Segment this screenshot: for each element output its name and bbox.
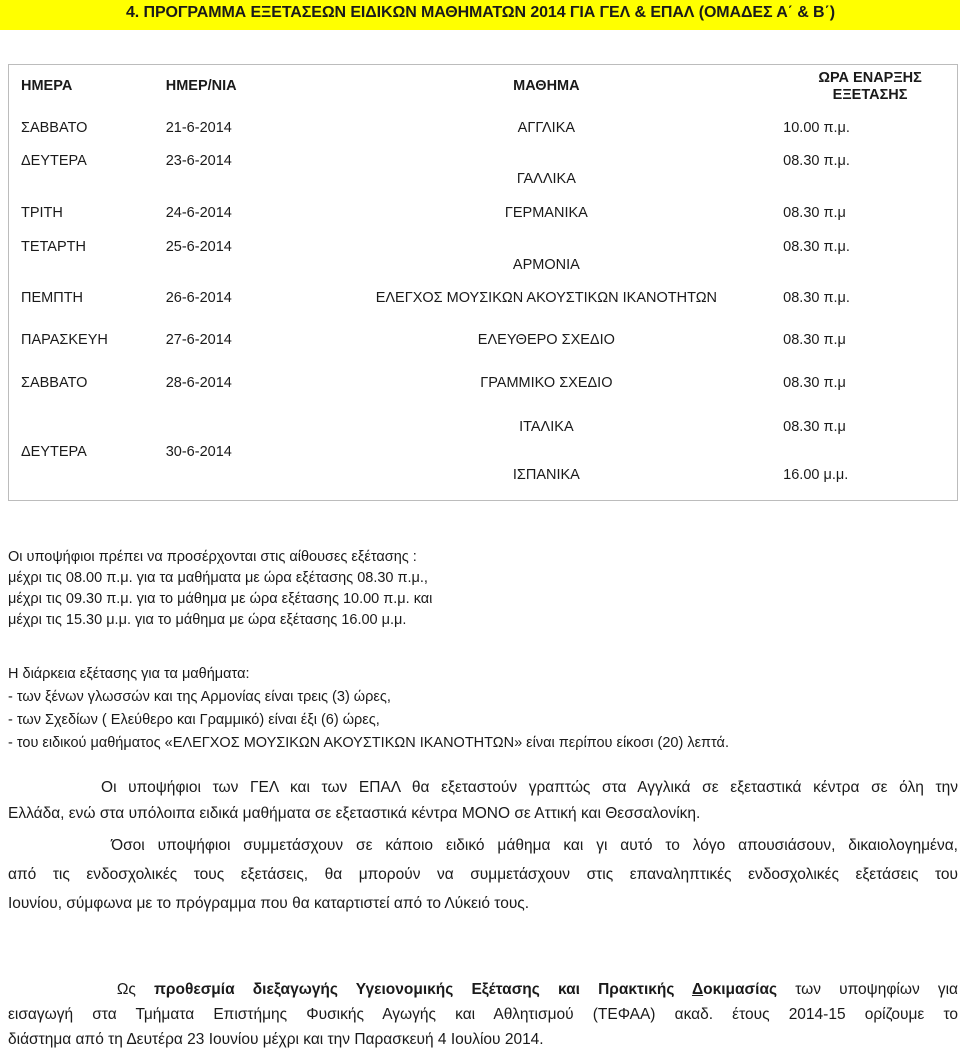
row-time: 10.00 π.μ. — [783, 120, 850, 136]
row-day: ΔΕΥΤΕΡΑ — [21, 443, 87, 460]
arrival-line: μέχρι τις 08.00 π.μ. για τα μαθήματα με ώρα εξέτασης 08.30 π.μ., — [8, 570, 428, 586]
para3-rest: των υποψηφίων για — [777, 981, 958, 998]
row-time: 08.30 π.μ. — [783, 239, 850, 255]
table-row — [9, 319, 958, 363]
row-subject: ΓΡΑΜΜΙΚΟ ΣΧΕΔΙΟ — [480, 375, 613, 391]
table-row — [9, 405, 958, 451]
arrival-line: μέχρι τις 09.30 π.μ. για το μάθημα με ώρα εξέτασης 10.00 π.μ. και — [8, 591, 433, 607]
paragraph-exam-centers — [8, 775, 958, 827]
header-subject: ΜΑΘΗΜΑ — [513, 78, 580, 95]
row-time-2: 16.00 μ.μ. — [783, 466, 849, 483]
table-row — [9, 279, 958, 319]
row-date: 28-6-2014 — [165, 375, 232, 391]
para3-bold-1: προθεσμία διεξαγωγής Υγειονομικής Εξέτασης και Πρακτικής — [154, 981, 692, 998]
paragraph-line: εισαγωγή στα Τμήματα Επιστήμης Φυσικής Αγωγής και Αθλητισμού (ΤΕΦΑΑ) ακαδ. έτους 2014-15 ορίζουμε το — [8, 1006, 958, 1023]
header-start-time: ΩΡΑ ΕΝΑΡΞΗΣ ΕΞΕΤΑΣΗΣ — [818, 69, 922, 103]
para3-bold-2: οκιμασίας — [703, 981, 778, 998]
arrival-line: Οι υποψήφιοι πρέπει να προσέρχονται στις αίθουσες εξέτασης : — [8, 549, 417, 565]
table-row — [9, 193, 958, 235]
duration-line: - των ξένων γλωσσών και της Αρμονίας είναι τρεις (3) ώρες, — [8, 689, 391, 705]
table-row — [9, 109, 958, 149]
paragraph-tefaa-deadline — [8, 977, 958, 1052]
table-row — [9, 235, 958, 279]
duration-line: - των Σχεδίων ( Ελεύθερο και Γραμμικό) είναι έξι (6) ώρες, — [8, 712, 380, 728]
row-date: 27-6-2014 — [165, 332, 232, 348]
paragraph-line: Οι υποψήφιοι των ΓΕΛ και των ΕΠΑΛ θα εξεταστούν γραπτώς στα Αγγλικά σε εξεταστικά κέντρα σε όλη την — [8, 779, 958, 796]
table-header-row — [9, 65, 958, 109]
row-subject: ΑΓΓΛΙΚΑ — [517, 120, 576, 136]
paragraph-line: Ιουνίου, σύμφωνα με το πρόγραμμα που θα καταρτιστεί από το Λύκειό τους. — [8, 895, 530, 912]
row-time: 08.30 π.μ — [783, 205, 846, 221]
exam-schedule-table — [8, 64, 958, 501]
row-day: ΣΑΒΒΑΤΟ — [21, 375, 88, 391]
row-day: ΔΕΥΤΕΡΑ — [21, 153, 87, 169]
row-date: 30-6-2014 — [165, 443, 232, 460]
paragraph-absences — [8, 831, 958, 918]
header-day: ΗΜΕΡΑ — [21, 78, 73, 95]
row-date: 23-6-2014 — [165, 153, 232, 169]
duration-instructions — [8, 663, 729, 755]
row-day: ΤΕΤΑΡΤΗ — [21, 239, 86, 255]
table-row — [9, 363, 958, 405]
duration-line: Η διάρκεια εξέτασης για τα μαθήματα: — [8, 666, 250, 682]
row-subject: ΑΡΜΟΝΙΑ — [512, 257, 580, 273]
row-time: 08.30 π.μ. — [783, 153, 850, 169]
row-subject-2: ΙΣΠΑΝΙΚΑ — [512, 466, 580, 483]
row-date: 26-6-2014 — [165, 290, 232, 306]
paragraph-line: από τις ενδοσχολικές τους εξετάσεις, θα μπορούν να συμμετάσχουν στις επαναληπτικές ενδοσχολικές εξετάσεις του — [8, 866, 958, 883]
paragraph-line: διάστημα από τη Δευτέρα 23 Ιουνίου μέχρι και την Παρασκευή 4 Ιουλίου 2014. — [8, 1031, 544, 1048]
row-subject: ΕΛΕΓΧΟΣ ΜΟΥΣΙΚΩΝ ΑΚΟΥΣΤΙΚΩΝ ΙΚΑΝΟΤΗΤΩΝ — [375, 290, 718, 306]
row-time: 08.30 π.μ. — [783, 290, 850, 306]
row-day: ΤΡΙΤΗ — [21, 205, 63, 221]
paragraph-line: Ελλάδα, ενώ στα υπόλοιπα ειδικά μαθήματα σε εξεταστικά κέντρα ΜΟΝΟ σε Αττική και Θεσσαλονίκη. — [8, 805, 701, 822]
row-day: ΠΑΡΑΣΚΕΥΗ — [21, 332, 108, 348]
row-time: 08.30 π.μ — [783, 419, 846, 435]
para3-intro: Ως — [8, 981, 155, 998]
paragraph-line: Όσοι υποψήφιοι συμμετάσχουν σε κάποιο ειδικό μάθημα και γι αυτό το λόγο απουσιάσουν, δικαιολογημένα, — [8, 837, 958, 854]
row-subject: ΙΤΑΛΙΚΑ — [519, 419, 574, 435]
para3-bold-underlined: Δ — [691, 981, 704, 998]
arrival-line: μέχρι τις 15.30 μ.μ. για το μάθημα με ώρα εξέτασης 16.00 μ.μ. — [8, 612, 407, 628]
arrival-instructions — [8, 547, 432, 631]
duration-line: - του ειδικού μαθήματος «ΕΛΕΓΧΟΣ ΜΟΥΣΙΚΩΝ ΑΚΟΥΣΤΙΚΩΝ ΙΚΑΝΟΤΗΤΩΝ» είναι περίπου είκοσι (20) λεπτά. — [8, 735, 729, 751]
row-date: 21-6-2014 — [165, 120, 232, 136]
row-subject: ΓΑΛΛΙΚΑ — [516, 171, 576, 187]
page-title: 4. ΠΡΟΓΡΑΜΜΑ ΕΞΕΤΑΣΕΩΝ ΕΙΔΙΚΩΝ ΜΑΘΗΜΑΤΩΝ 2014 ΓΙΑ ΓΕΛ & ΕΠΑΛ (ΟΜΑΔΕΣ Α΄ & Β΄) — [126, 4, 835, 21]
header-date: ΗΜΕΡ/ΝΙΑ — [165, 78, 237, 95]
row-day: ΠΕΜΠΤΗ — [21, 290, 84, 306]
row-date: 24-6-2014 — [165, 205, 232, 221]
paragraph-line — [8, 977, 958, 1002]
row-time: 08.30 π.μ — [783, 375, 846, 391]
row-day: ΣΑΒΒΑΤΟ — [21, 120, 88, 136]
row-subject: ΕΛΕΥΘΕΡΟ ΣΧΕΔΙΟ — [477, 332, 615, 348]
row-date: 25-6-2014 — [165, 239, 232, 255]
row-subject: ΓΕΡΜΑΝΙΚΑ — [504, 205, 588, 221]
row-time: 08.30 π.μ — [783, 332, 846, 348]
table-row — [9, 149, 958, 193]
